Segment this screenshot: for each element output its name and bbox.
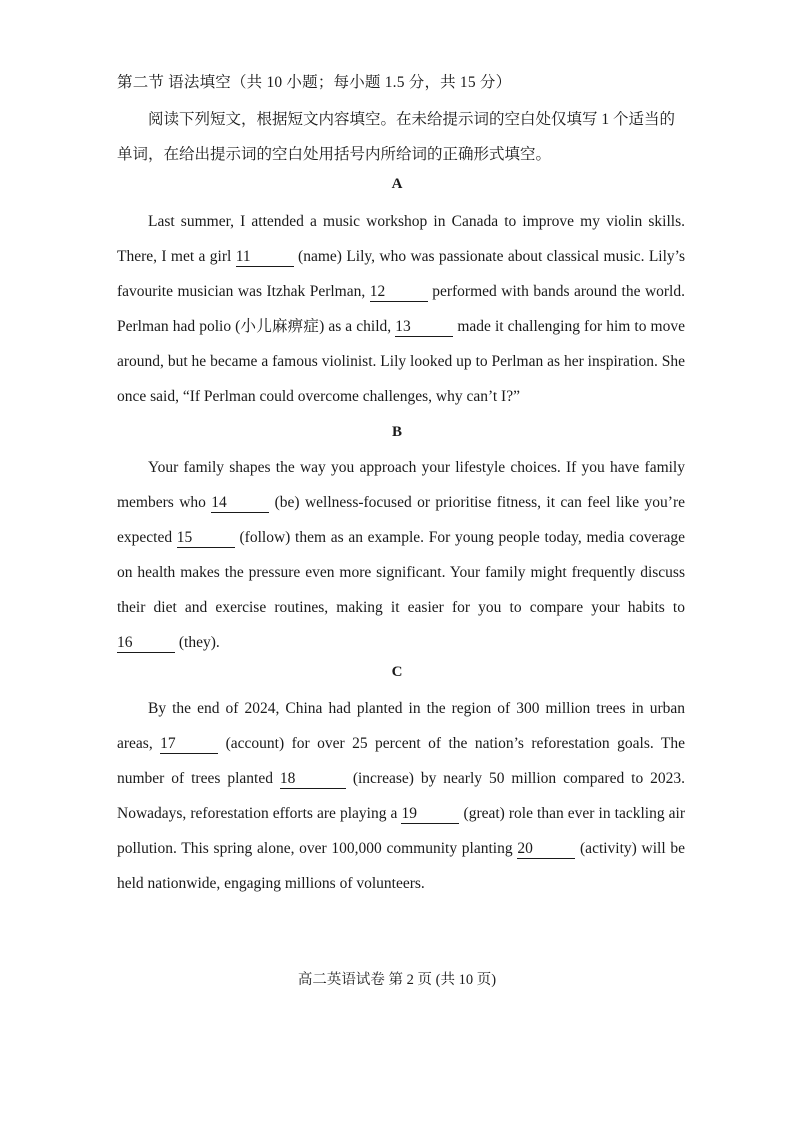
passage-b-text-4: (they). — [175, 634, 220, 651]
blank-13[interactable]: 13 — [395, 318, 453, 337]
passage-c-title: C — [391, 664, 403, 680]
passage-b-title: B — [391, 424, 402, 440]
passage-b-text-1: Your family shapes the way you approach your lifestyle choices. If you have family members who — [117, 459, 685, 511]
blank-20[interactable]: 20 — [517, 840, 575, 859]
passage-c-text-3: (increase) by nearly 50 million compared to 2023. Nowadays, reforestation efforts are playing a — [117, 770, 686, 822]
passage-b-text-3: (follow) them as an example. For young people today, media coverage on health makes the pressure even more significant. Your family might frequently discuss their diet and exercise routines, making it easier for you to compare your habits to — [117, 529, 686, 616]
passage-c — [117, 691, 685, 901]
blank-12[interactable]: 12 — [370, 283, 428, 302]
blank-15[interactable]: 15 — [177, 529, 235, 548]
passage-a-text-1: Last summer, I attended a music workshop in Canada to improve my violin skills. There, I met a girl — [117, 213, 685, 265]
passage-b — [117, 450, 685, 660]
blank-14[interactable]: 14 — [211, 494, 269, 513]
passage-a-text-4: made it challenging for him to move around, but he became a famous violinist. Lily looked up to Perlman as her inspiration. She once said, “If Perlman could overcome challenges, why can’t I?” — [117, 318, 685, 405]
page-footer: 高二英语试卷 第 2 页 (共 10 页) — [297, 972, 497, 988]
passage-a-title: A — [391, 176, 403, 192]
blank-16[interactable]: 16 — [117, 634, 175, 653]
passage-c-text-4: (great) role than ever in tackling air pollution. This spring alone, over 100,000 community planting — [117, 805, 685, 857]
blank-17[interactable]: 17 — [160, 735, 218, 754]
passage-c-text-1: By the end of 2024, China had planted in the region of 300 million trees in urban areas, — [117, 700, 685, 752]
blank-18[interactable]: 18 — [280, 770, 346, 789]
section-heading: 第二节 语法填空（共 10 小题；每小题 1.5 分，共 15 分） — [117, 74, 512, 91]
passage-c-text-2: (account) for over 25 percent of the nation’s reforestation goals. The number of trees planted — [117, 735, 685, 787]
passage-a-text-3: performed with bands around the world. Perlman had polio (小儿麻痹症) as a child, — [117, 283, 685, 335]
passage-a-text-2: (name) Lily, who was passionate about classical music. Lily’s favourite musician was Itzhak Perlman, — [117, 248, 685, 300]
passage-c-text-5: (activity) will be held nationwide, engaging millions of volunteers. — [117, 840, 685, 892]
instructions: 阅读下列短文，根据短文内容填空。在未给提示词的空白处仅填写 1 个适当的单词，在给出提示词的空白处用括号内所给词的正确形式填空。 — [117, 111, 676, 163]
blank-11[interactable]: 11 — [236, 248, 294, 267]
blank-19[interactable]: 19 — [401, 805, 459, 824]
passage-b-text-2: (be) wellness-focused or prioritise fitness, it can feel like you’re expected — [117, 494, 685, 546]
passage-a — [117, 204, 685, 414]
